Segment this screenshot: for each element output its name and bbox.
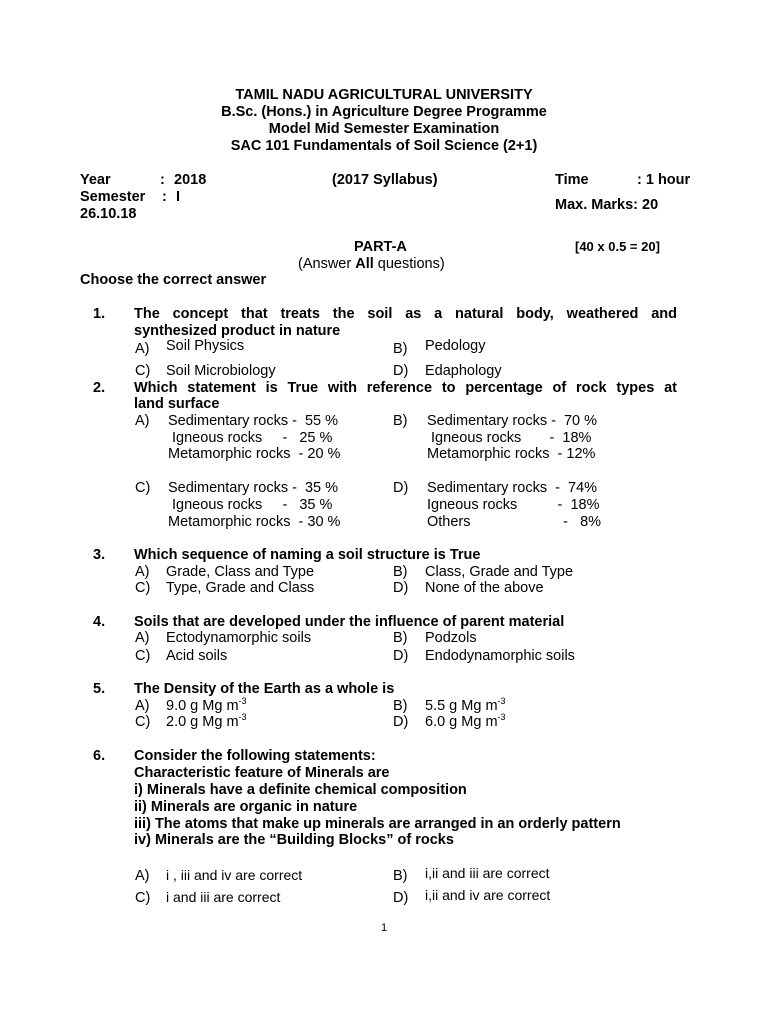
option-text: Edaphology [425, 363, 502, 379]
question-number: 2. [93, 380, 106, 396]
course-title: SAC 101 Fundamentals of Soil Science (2+1) [230, 138, 538, 154]
part-title: PART-A [354, 239, 407, 255]
option-label: C) [135, 890, 151, 906]
option-text: Grade, Class and Type [166, 564, 315, 580]
part-marks: [40 x 0.5 = 20] [575, 239, 660, 254]
option-label: D) [393, 363, 409, 379]
option-d[interactable] [393, 363, 502, 380]
option-label: C) [135, 580, 151, 596]
question-text: Which statement is True with reference to percentage of rock types at [134, 380, 677, 396]
option-label: A) [135, 868, 150, 884]
option-label: B) [393, 564, 408, 580]
statement-item: iv) Minerals are the “Building Blocks” of rocks [134, 832, 454, 848]
option-a[interactable] [135, 867, 302, 885]
semester-label: Semester [80, 189, 146, 205]
option-label: C) [135, 363, 151, 379]
option-label: A) [135, 698, 150, 714]
question-text: The concept that treats the soil as a natural body, weathered and [134, 306, 677, 322]
year-value: 2018 [174, 172, 207, 188]
question-text: Consider the following statements: [134, 748, 376, 764]
statement-item: iii) The atoms that make up minerals are arranged in an orderly pattern [134, 816, 621, 832]
rock-line: Igneous rocks - 35 % [168, 497, 333, 513]
option-text: Soil Microbiology [166, 363, 276, 379]
rock-line: Metamorphic rocks - 20 % [168, 446, 341, 462]
rock-line: Metamorphic rocks - 12% [427, 446, 596, 462]
option-text: Podzols [425, 630, 477, 646]
option-text: i , iii and iv are correct [166, 867, 303, 883]
option-a[interactable] [135, 338, 245, 358]
option-label: C) [135, 648, 151, 664]
option-label: D) [393, 714, 409, 730]
time-value: : 1 hour [637, 172, 691, 188]
question-text-cont: Characteristic feature of Minerals are [134, 765, 390, 781]
option-b[interactable] [393, 413, 408, 430]
question-text: Soils that are developed under the influence of parent material [134, 614, 565, 630]
option-d[interactable] [393, 648, 575, 665]
unit-exponent: -3 [238, 712, 247, 723]
option-c[interactable] [135, 714, 247, 731]
rock-line: Igneous rocks - 25 % [168, 430, 333, 446]
exam-date: 26.10.18 [80, 206, 137, 222]
semester-separator: : [162, 189, 167, 205]
option-label: D) [393, 890, 409, 906]
rock-line: Sedimentary rocks - 74% [427, 480, 598, 496]
option-label: A) [135, 341, 150, 357]
option-text: i,ii and iii are correct [425, 865, 550, 881]
university-title: TAMIL NADU AGRICULTURAL UNIVERSITY [235, 87, 533, 103]
unit-exponent: -3 [497, 696, 506, 707]
time-label: Time [555, 172, 589, 188]
option-label: A) [135, 630, 150, 646]
instructions-prefix: (Answer [298, 256, 356, 272]
question-text-cont: land surface [134, 396, 220, 412]
option-label: D) [393, 480, 409, 496]
question-text-cont: synthesized product in nature [134, 323, 341, 339]
semester-value: I [176, 189, 181, 205]
option-label: D) [393, 580, 409, 596]
option-text: Ectodynamorphic soils [166, 630, 312, 646]
option-text: Type, Grade and Class [166, 580, 315, 596]
question-text: Which sequence of naming a soil structure is True [134, 547, 481, 563]
option-c[interactable] [135, 363, 276, 380]
option-d[interactable] [393, 889, 550, 907]
option-text: i and iii are correct [166, 889, 281, 905]
option-text: 5.5 g Mg m [425, 698, 498, 714]
instructions-suffix: questions) [373, 256, 445, 272]
option-label: B) [393, 698, 408, 714]
question-number: 1. [93, 306, 106, 322]
option-label: C) [135, 714, 151, 730]
statement-item: i) Minerals have a definite chemical composition [134, 782, 467, 798]
option-text: Soil Physics [166, 338, 245, 354]
page-number: 1 [380, 922, 388, 934]
option-d[interactable] [393, 714, 506, 731]
rock-line: Igneous rocks - 18% [427, 430, 592, 446]
rock-line: Igneous rocks - 18% [427, 497, 600, 513]
option-text: None of the above [425, 580, 544, 596]
unit-exponent: -3 [497, 712, 506, 723]
option-label: A) [135, 564, 150, 580]
question-text: The Density of the Earth as a whole is [134, 681, 395, 697]
option-b[interactable] [393, 630, 477, 647]
rock-line: Metamorphic rocks - 30 % [168, 514, 341, 530]
option-label: A) [135, 413, 150, 429]
rock-line: Sedimentary rocks - 70 % [427, 413, 598, 429]
option-b[interactable] [393, 698, 506, 715]
question-number: 5. [93, 681, 106, 697]
option-d[interactable] [393, 480, 408, 497]
year-separator: : [160, 172, 165, 188]
option-label: B) [393, 413, 408, 429]
option-text: 9.0 g Mg m [166, 698, 239, 714]
option-c[interactable] [135, 889, 280, 907]
statement-item: ii) Minerals are organic in nature [134, 799, 358, 815]
programme-title: B.Sc. (Hons.) in Agriculture Degree Programme [221, 104, 547, 120]
option-a[interactable] [135, 630, 311, 647]
option-text: 6.0 g Mg m [425, 714, 498, 730]
option-a[interactable] [135, 564, 314, 581]
max-marks: Max. Marks: 20 [555, 197, 659, 213]
instructions-emphasis: All [355, 256, 374, 272]
option-b[interactable] [393, 338, 486, 358]
option-a[interactable] [135, 698, 247, 715]
rock-line: Sedimentary rocks - 55 % [168, 413, 339, 429]
exam-title: Model Mid Semester Examination [268, 121, 500, 137]
rock-line: Sedimentary rocks - 35 % [168, 480, 339, 496]
syllabus: (2017 Syllabus) [332, 172, 438, 188]
option-a[interactable] [135, 413, 150, 430]
question-number: 4. [93, 614, 106, 630]
option-label: D) [393, 648, 409, 664]
option-text: Endodynamorphic soils [425, 648, 575, 664]
option-label: C) [135, 480, 151, 496]
year-label: Year [80, 172, 111, 188]
option-text: Pedology [425, 338, 486, 354]
option-b[interactable] [393, 867, 550, 885]
option-text: i,ii and iv are correct [425, 887, 551, 903]
option-label: B) [393, 341, 408, 357]
part-instructions [298, 256, 445, 273]
option-c[interactable] [135, 480, 150, 497]
option-label: B) [393, 630, 408, 646]
option-d[interactable] [393, 580, 544, 597]
option-c[interactable] [135, 648, 227, 665]
option-text: Acid soils [166, 648, 228, 664]
option-c[interactable] [135, 580, 314, 597]
question-number: 6. [93, 748, 106, 764]
unit-exponent: -3 [238, 696, 247, 707]
rock-line: Others - 8% [427, 514, 602, 530]
choose-instruction: Choose the correct answer [80, 272, 267, 288]
question-number: 3. [93, 547, 106, 563]
option-text: 2.0 g Mg m [166, 714, 239, 730]
option-b[interactable] [393, 564, 573, 581]
option-text: Class, Grade and Type [425, 564, 574, 580]
option-label: B) [393, 868, 408, 884]
